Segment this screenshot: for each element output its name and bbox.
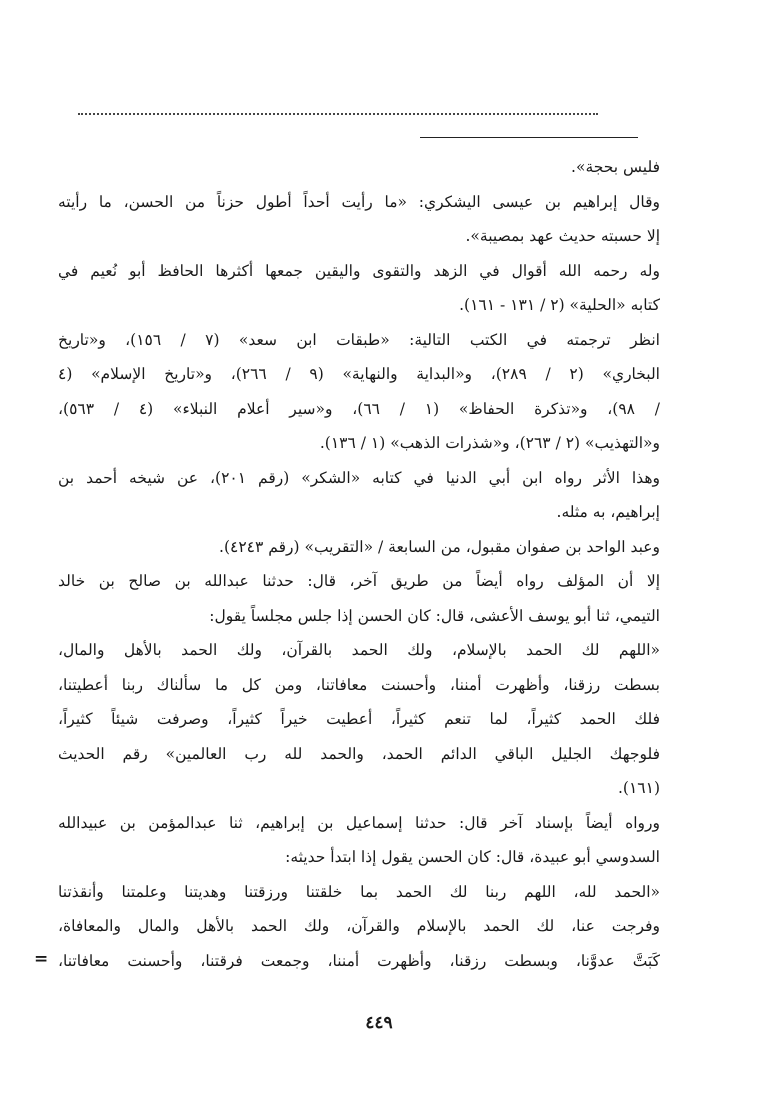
text-line: السدوسي أبو عبيدة، قال: كان الحسن يقول إذا ابتدأ حديثه: [285,848,660,866]
text-line: وهذا الأثر رواه ابن أبي الدنيا في كتابه «الشكر» (رقم ٢٠١)، عن شيخه أحمد بن [58,468,660,487]
text-line: وقال إبراهيم بن عيسى اليشكري: «ما رأيت أحداً أطول حزناً من الحسن، ما رأيته [58,192,660,211]
text-line: فلوجهك الجليل الباقي الدائم الحمد، والحمد لله رب العالمين» رقم الحديث [58,744,660,763]
text-line: البخاري» (٢ / ٢٨٩)، و«البداية والنهاية» (٩ / ٢٦٦)، و«تاريخ الإسلام» (٤ [58,365,660,383]
text-line: «الحمد لله، اللهم ربنا لك الحمد بما خلقتنا ورزقتنا وهديتنا وعلمتنا وأنقذتنا [58,882,660,901]
continuation-mark: = [34,949,49,969]
footnote-text-block [58,150,660,978]
text-line: و«التهذيب» (٢ / ٢٦٣)، و«شذرات الذهب» (١ / ١٣٦). [319,434,660,452]
header-dotted-rule [78,113,598,115]
page-number: ٤٤٩ [365,1013,393,1033]
text-line: انظر ترجمته في الكتب التالية: «طبقات ابن سعد» (٧ / ١٥٦)، و«تاريخ [58,330,660,349]
text-line: «اللهم لك الحمد بالإسلام، ولك الحمد بالقرآن، ولك الحمد بالأهل والمال، [58,641,660,659]
footnote-separator-rule [420,137,638,138]
text-line: وعبد الواحد بن صفوان مقبول، من السابعة / «التقريب» (رقم ٤٢٤٣). [219,537,660,556]
text-line: فلك الحمد كثيراً، لما تنعم كثيراً، أعطيت خيراً كثيراً، وصرفت شيئاً كثيراً، [58,710,660,728]
text-line: ورواه أيضاً بإسناد آخر قال: حدثنا إسماعيل بن إبراهيم، ثنا عبدالمؤمن بن عبيدالله [58,813,660,832]
text-line: كَبَتَّ عدوَّنا، وبسطت رزقنا، وأظهرت أمننا، وجمعت فرقتنا، وأحسنت معافاتنا، [58,951,660,970]
text-line: (١٦١). [617,779,660,797]
text-line: / ٩٨)، و«تذكرة الحفاظ» (١ / ٦٦)، و«سير أعلام النبلاء» (٤ / ٥٦٣)، [58,399,660,418]
text-line: بسطت رزقنا، وأظهرت أمننا، وأحسنت معافاتنا، ومن كل ما سألناك ربنا أعطيتنا، [58,675,660,694]
text-line: فليس بحجة». [571,158,660,176]
text-line: وفرجت عنا، لك الحمد بالإسلام والقرآن، ولك الحمد بالأهل والمال والمعافاة، [58,917,660,935]
text-line: إبراهيم، به مثله. [556,503,660,521]
text-line: وله رحمه الله أقوال في الزهد والتقوى واليقين جمعها أكثرها الحافظ أبو نُعيم في [58,261,660,280]
text-line: إلا حسبته حديث عهد بمصيبة». [465,227,660,245]
text-line: إلا أن المؤلف رواه أيضاً من طريق آخر، قال: حدثنا عبدالله بن صالح بن خالد [58,572,660,590]
text-line: التيمي، ثنا أبو يوسف الأعشى، قال: كان الحسن إذا جلس مجلساً يقول: [209,606,660,625]
text-line: كتابه «الحلية» (٢ / ١٣١ - ١٦١). [459,296,660,314]
